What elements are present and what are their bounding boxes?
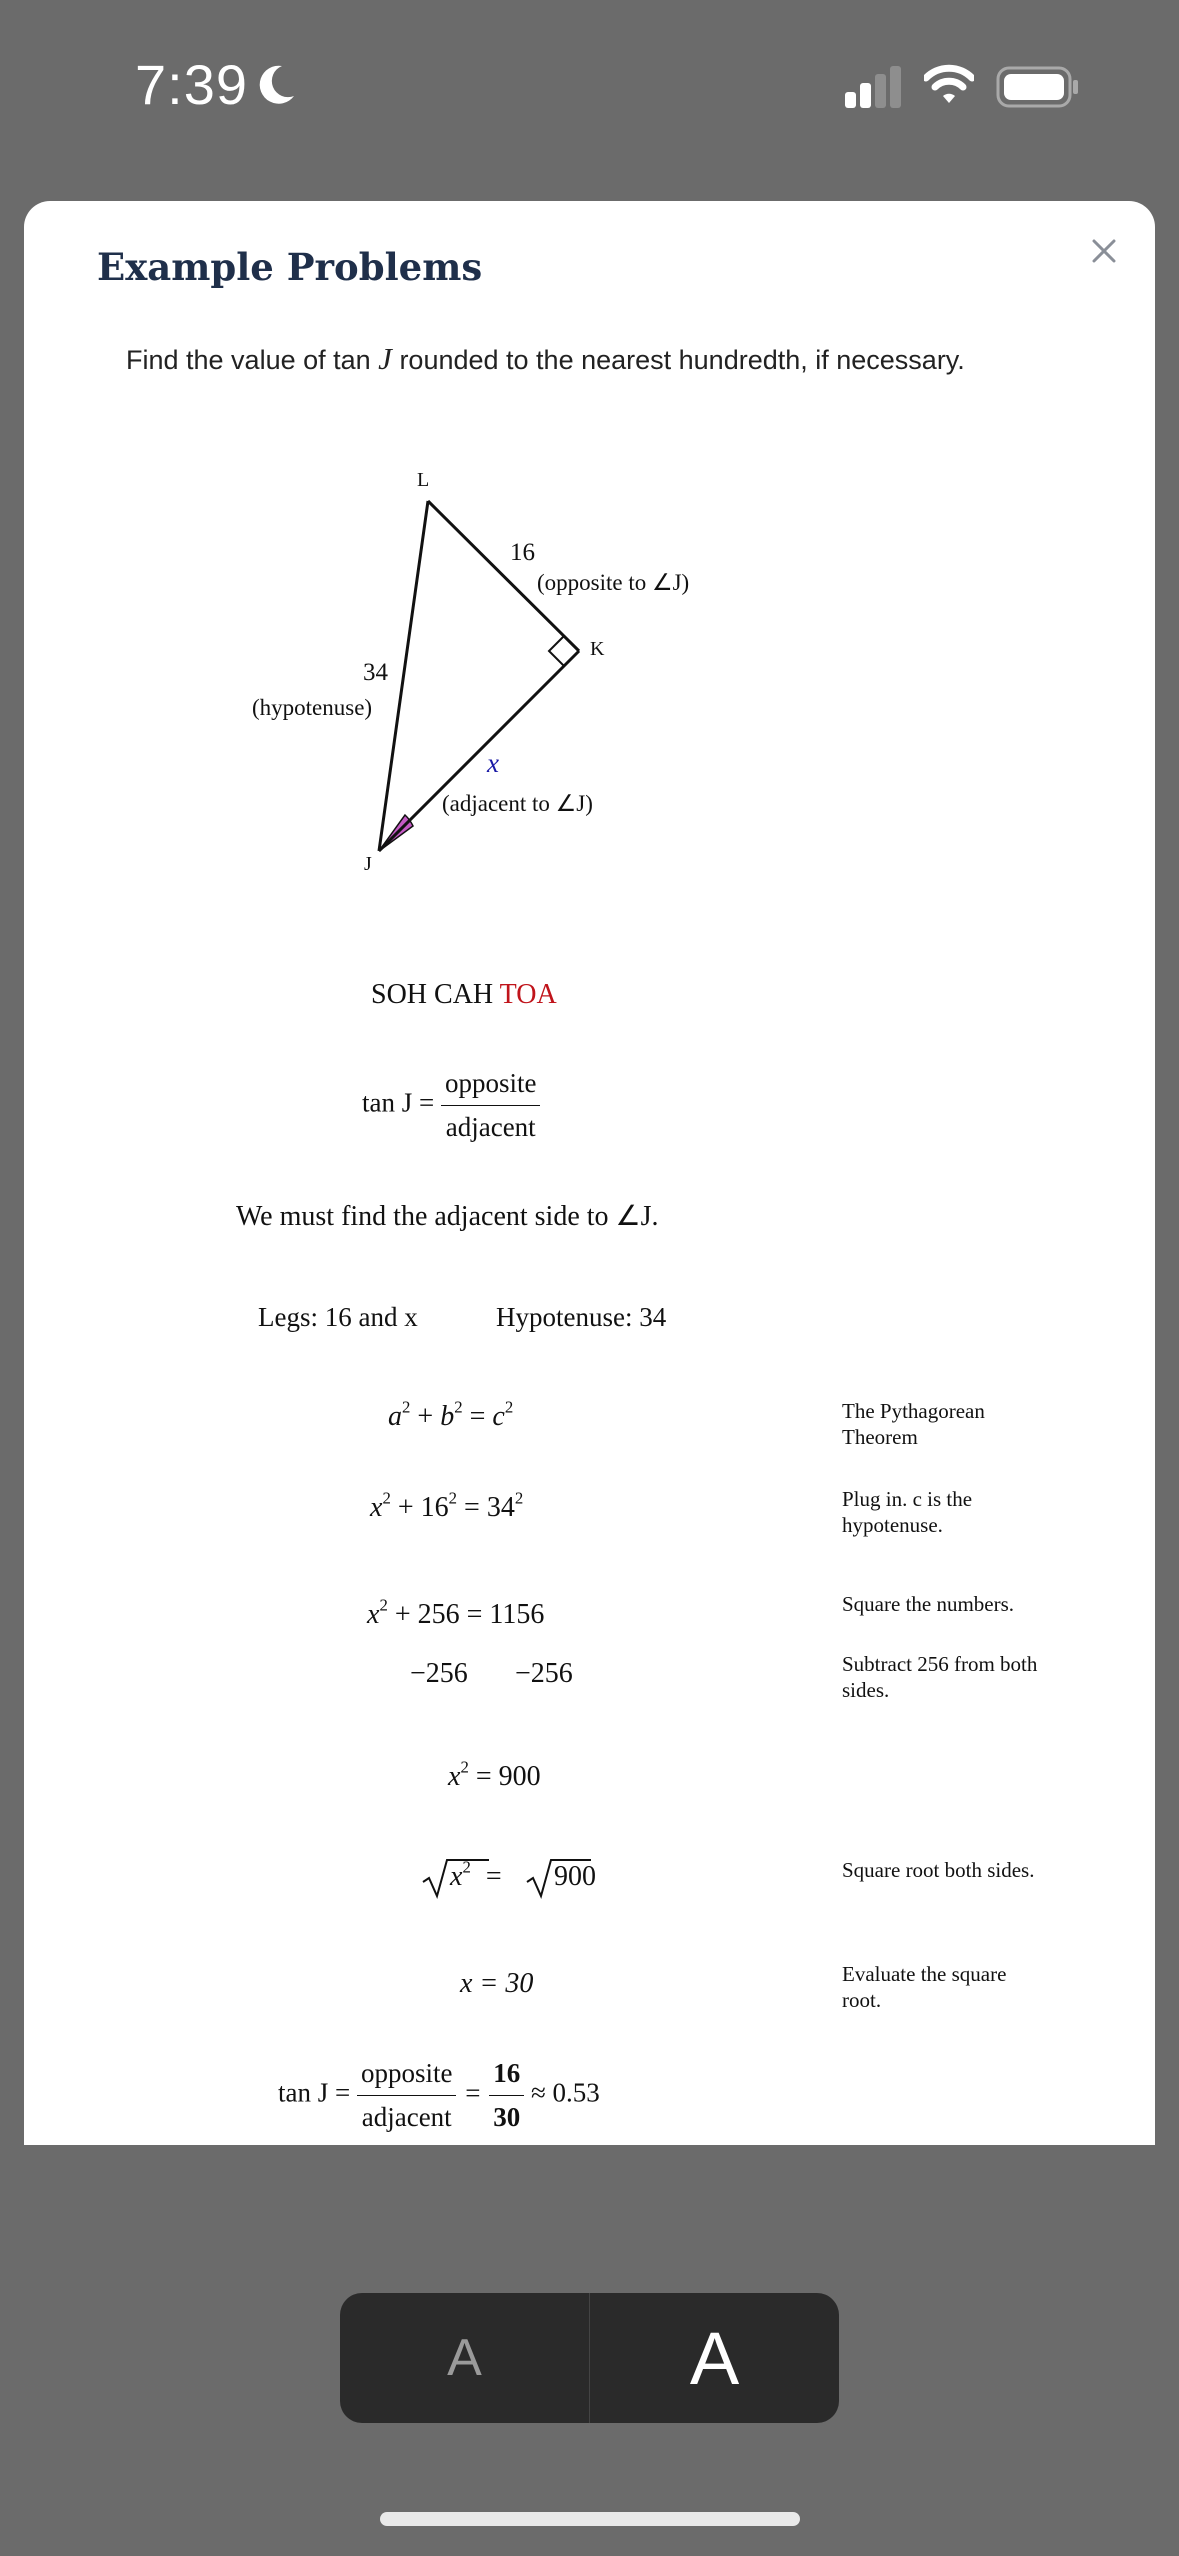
final-num-value: 16 xyxy=(489,2058,524,2096)
final-opposite: opposite xyxy=(357,2058,457,2096)
mnemonic-toa: TOA xyxy=(499,979,557,1010)
wifi-icon xyxy=(924,64,974,106)
battery-icon xyxy=(996,66,1080,108)
increase-font-button[interactable]: A xyxy=(689,2316,740,2400)
mnemonic-soh: SOH xyxy=(371,979,428,1010)
step-900: 900 xyxy=(498,1761,541,1792)
final-lhs: tan J = xyxy=(278,2077,351,2108)
side-jk-desc: (adjacent to ∠J) xyxy=(442,791,593,816)
final-approx: ≈ 0.53 xyxy=(530,2077,600,2108)
formula-lhs: tan J = xyxy=(362,1087,435,1118)
side-jl-value: 34 xyxy=(363,659,388,686)
prompt-after: rounded to the nearest hundredth, if necessary. xyxy=(391,345,965,375)
step-squared: $x^2 + 256 = 1156$ xyxy=(367,1595,545,1630)
step-plug-in: $x^2 + 16^2 = 34^2$ xyxy=(370,1488,524,1523)
hypotenuse-text: Hypotenuse: 34 xyxy=(496,1302,667,1332)
final-value-fraction xyxy=(489,2058,524,2133)
font-size-control xyxy=(340,2293,839,2423)
formula-fraction xyxy=(441,1068,541,1143)
note-plug-in: Plug in. c is the hypotenuse. xyxy=(842,1487,973,1538)
decrease-font-button[interactable]: A xyxy=(447,2329,482,2387)
prompt-variable: J xyxy=(378,341,392,376)
step-rhs-c: c xyxy=(492,1401,505,1432)
cellular-signal-icon xyxy=(845,66,903,108)
final-adjacent: adjacent xyxy=(361,2102,452,2132)
step-16: 16 xyxy=(420,1492,449,1523)
final-word-fraction xyxy=(357,2058,457,2133)
vertex-l-label: L xyxy=(417,469,430,491)
step-minus-left: −256 xyxy=(410,1658,468,1689)
statement-text: We must find the adjacent side to ∠J. xyxy=(236,1201,659,1232)
moon-icon xyxy=(252,62,298,108)
side-jl-desc: (hypotenuse) xyxy=(252,695,373,720)
formula-numerator: opposite xyxy=(441,1068,541,1106)
side-kj xyxy=(379,651,579,851)
step-x2-900: $x^2 = 900$ xyxy=(448,1757,541,1792)
side-lk-value: 16 xyxy=(510,539,535,566)
vertex-k-label: K xyxy=(590,638,605,660)
right-angle-marker xyxy=(549,636,579,666)
final-equation: tan J = $\frac{\text{opposite}}{\text{adjacent}}$ = $\frac{16}{30}$ ≈ 0.53 xyxy=(278,2058,600,2132)
step-sqrt-rhs: 900 xyxy=(554,1861,596,1892)
note-square-numbers: Square the numbers. xyxy=(842,1592,1015,1616)
step-pythagorean: $a^2 + b^2 = c^2$ xyxy=(388,1397,514,1432)
note-pythagorean: The Pythagorean Theorem xyxy=(842,1399,985,1450)
example-problems-modal xyxy=(24,201,1155,2145)
modal-title: Example Problems xyxy=(97,245,483,289)
final-den-value: 30 xyxy=(493,2102,521,2132)
tangent-formula xyxy=(362,1068,540,1143)
prompt-before: Find the value of tan xyxy=(126,345,379,375)
note-subtract: Subtract 256 from both sides. xyxy=(842,1652,1038,1703)
formula-denominator: adjacent xyxy=(445,1112,536,1142)
legs-text: Legs: 16 and x xyxy=(258,1302,418,1332)
step-lhs-x: x xyxy=(370,1492,383,1523)
mnemonic-cah: CAH xyxy=(434,979,494,1010)
mnemonic xyxy=(371,979,557,1011)
vertex-j-label: J xyxy=(364,853,372,875)
step-sqrt-lhs: $x^2$ = xyxy=(450,1857,502,1892)
side-lk-desc: (opposite to ∠J) xyxy=(537,570,690,595)
step-x-equals: x = 30 xyxy=(460,1968,534,1999)
status-time: 7:39 xyxy=(135,53,248,116)
side-jk-value: x xyxy=(487,748,499,778)
step-minus-right: −256 xyxy=(515,1658,573,1689)
step-plus256: + 256 = xyxy=(394,1599,483,1630)
step-34: 34 xyxy=(486,1492,515,1523)
home-indicator[interactable] xyxy=(380,2512,800,2526)
note-evaluate: Evaluate the square root. xyxy=(842,1962,1007,2013)
note-square-root: Square root both sides. xyxy=(842,1858,1035,1882)
step-1156: 1156 xyxy=(489,1599,545,1630)
